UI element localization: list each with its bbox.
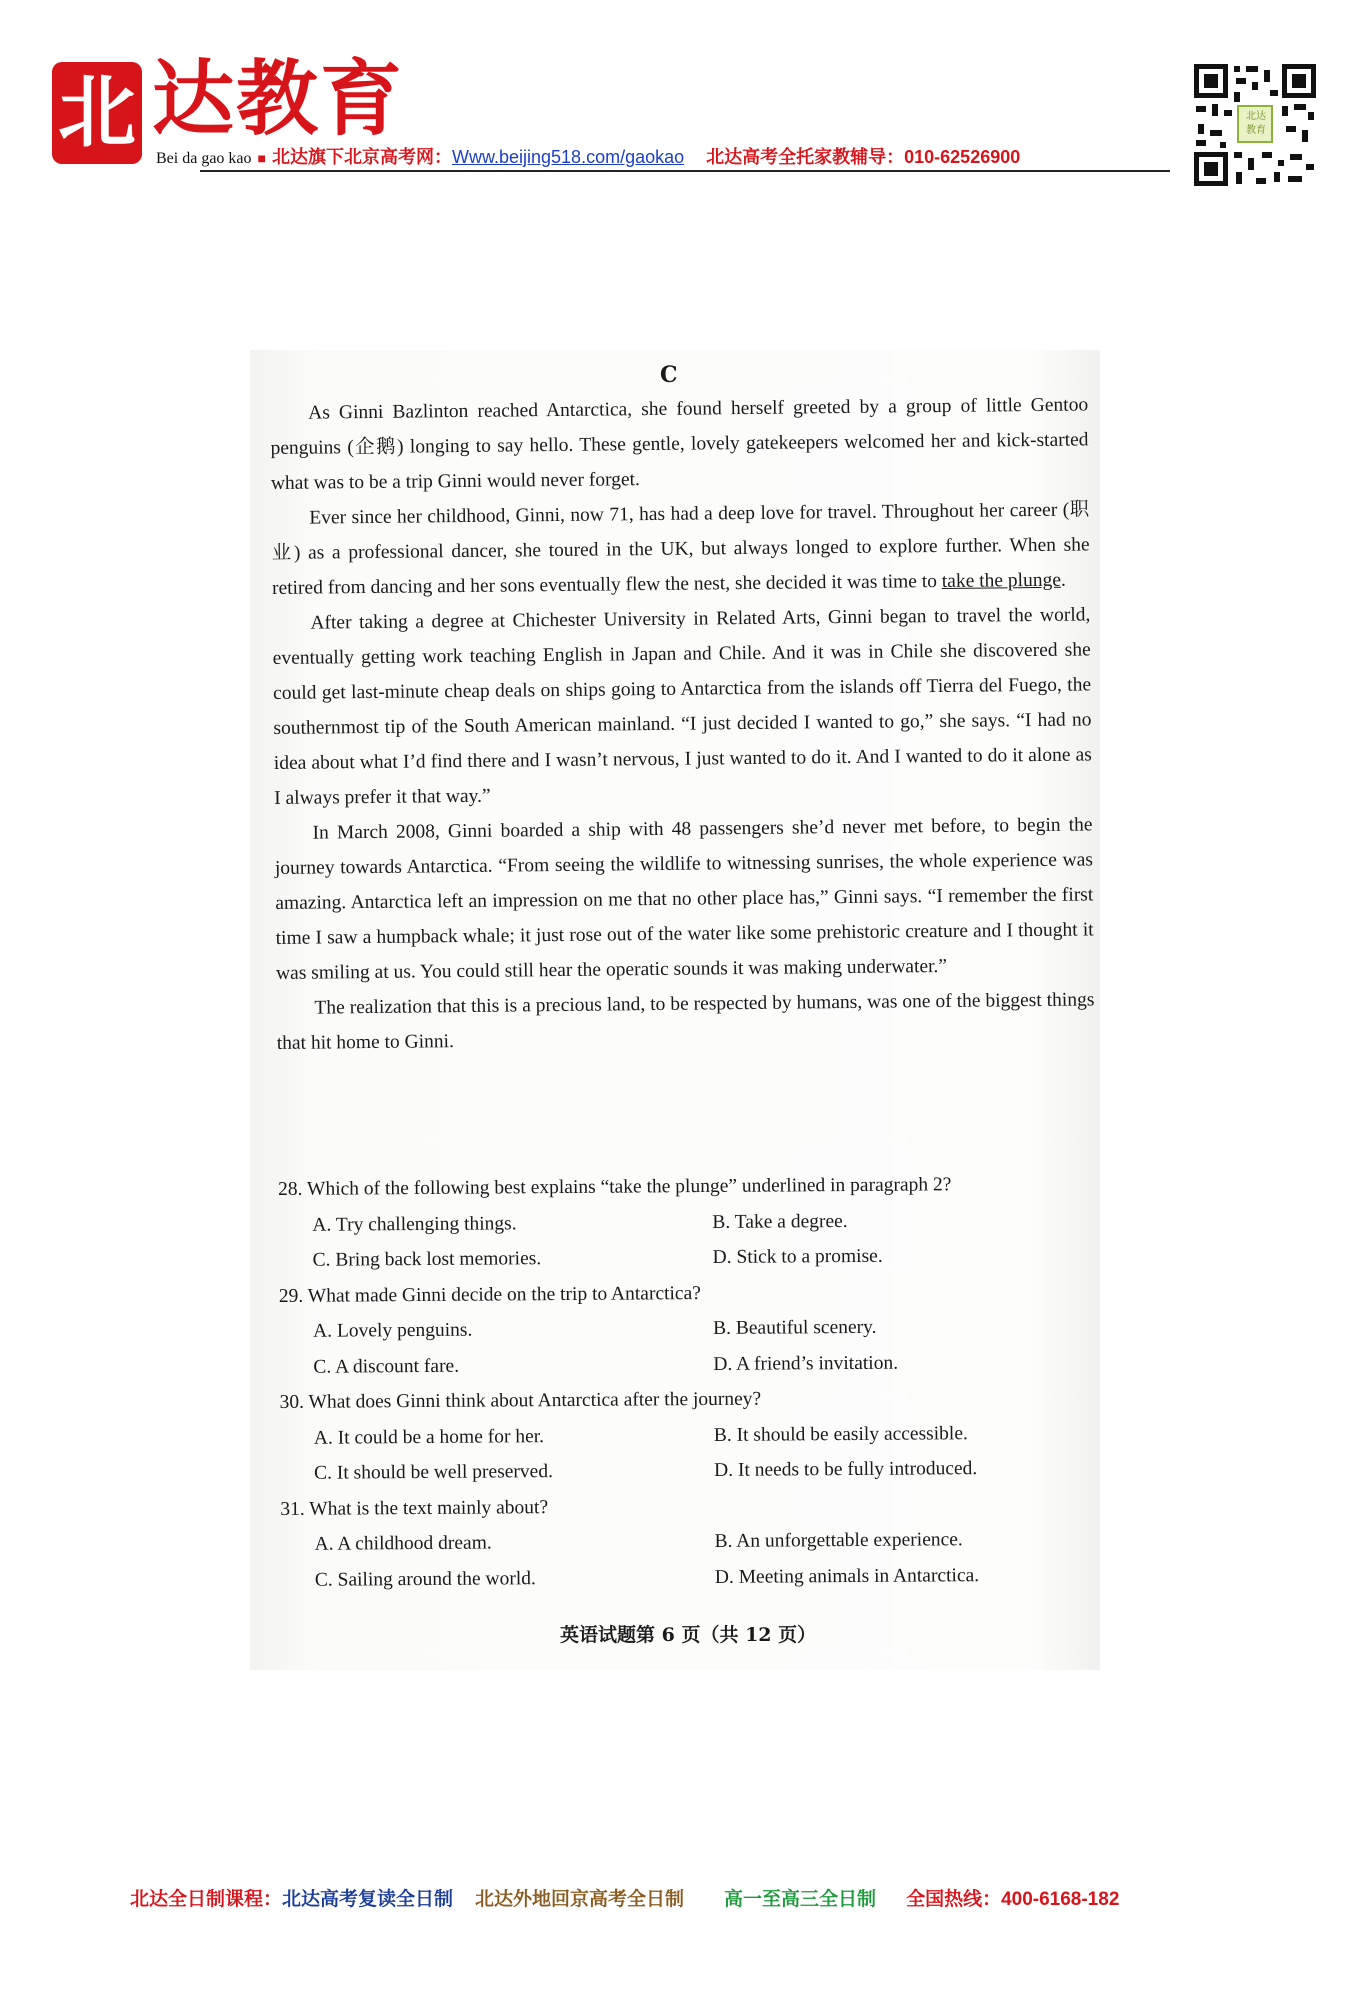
option-30b: B. It should be easily accessible. xyxy=(713,1422,968,1446)
paragraph-2 xyxy=(271,492,1090,606)
page-number: 英语试题第 6 页（共 12 页） xyxy=(560,1624,817,1646)
paragraph-2-period: . xyxy=(1060,569,1066,591)
bottom-banner xyxy=(130,1884,1119,1911)
banner-course-1: 北达高考复读全日制 xyxy=(282,1889,454,1910)
site-label: 北达旗下北京高考网： xyxy=(272,147,452,167)
site-link[interactable]: Www.beijing518.com/gaokao xyxy=(452,147,685,167)
tutor-hotline: 北达高考全托家教辅导：010-62526900 xyxy=(706,147,1021,167)
banner-course-2: 北达外地回京高考全日制 xyxy=(475,1889,685,1910)
option-29d: D. A friend’s invitation. xyxy=(713,1352,899,1375)
question-list xyxy=(278,1166,1081,1598)
paragraph-4: In March 2008, Ginni boarded a ship with 48 passengers she’d never met before, to begin the journey towards Antarctica. “From seeing the wildlife to witnessing sunrises, the whole experience was amazing. Antarctica left an impression on me that no other place has,” Ginni says. “I remember the first time I saw a humpback whale; it just rose out of the water like some prehistoric creature and I thought it was smiling at us. You could still hear the operatic sounds it was making underwater.” xyxy=(274,814,1094,984)
logo-text: 达教育 xyxy=(152,51,405,147)
option-28a: A. Try challenging things. xyxy=(312,1212,517,1236)
question-29: 29. What made Ginni decide on the trip to Antarctica? xyxy=(278,1282,701,1307)
header-divider xyxy=(200,170,1170,172)
option-30d: D. It needs to be fully introduced. xyxy=(714,1458,978,1481)
option-29b: B. Beautiful scenery. xyxy=(713,1316,877,1339)
header-info xyxy=(156,143,1020,169)
question-30: 30. What does Ginni think about Antarctica after the journey? xyxy=(279,1388,762,1413)
qr-code xyxy=(1190,60,1320,190)
option-28b: B. Take a degree. xyxy=(712,1210,848,1233)
section-title: C xyxy=(660,362,678,388)
question-31: 31. What is the text mainly about? xyxy=(280,1496,549,1520)
paragraph-1: As Ginni Bazlinton reached Antarctica, she found herself greeted by a group of little Gentoo penguins (企鹅) longing to say hello. These gentle, lovely gatekeepers welcomed her and kick-started what was to be a trip Ginni would never forget. xyxy=(270,394,1089,494)
option-31c: C. Sailing around the world. xyxy=(314,1567,536,1591)
option-28d: D. Stick to a promise. xyxy=(712,1245,883,1268)
option-30c: C. It should be well preserved. xyxy=(314,1461,553,1484)
banner-label: 北达全日制课程： xyxy=(130,1889,283,1910)
option-28c: C. Bring back lost memories. xyxy=(312,1248,542,1271)
paragraph-2-text: Ever since her childhood, Ginni, now 71, has had a deep love for travel. Throughout her career (职业) as a professional dancer, she toured in the UK, but always longed to explore further. When she retired from dancing and her sons eventually flew the nest, she decided it was time to xyxy=(271,499,1090,599)
qr-center-label: 北达教育 xyxy=(1246,111,1266,136)
banner-course-3: 高一至高三全日制 xyxy=(724,1889,877,1910)
question-28: 28. Which of the following best explains “take the plunge” underlined in paragraph 2? xyxy=(278,1174,952,1200)
banner-hotline: 全国热线：400-6168-182 xyxy=(906,1889,1120,1910)
underlined-phrase: take the plunge xyxy=(941,569,1062,592)
logo-subtitle: Bei da gao kao xyxy=(156,150,252,167)
option-31a: A. A childhood dream. xyxy=(314,1532,492,1555)
option-31d: D. Meeting animals in Antarctica. xyxy=(714,1564,980,1588)
reading-passage xyxy=(270,387,1095,1061)
option-29a: A. Lovely penguins. xyxy=(313,1319,473,1342)
option-31b: B. An unforgettable experience. xyxy=(714,1529,963,1552)
paragraph-3: After taking a degree at Chichester University in Related Arts, Ginni began to travel the world, eventually getting work teaching English in Japan and Chile. And it was in Chile she discovered she could get last-minute cheap deals on ships going to Antarctica from the islands off Tierra del Fuego, the southernmost tip of the South American mainland. “I just decided I wanted to go,” she says. “I had no idea about what I’d find there and I wasn’t nervous, I just wanted to do it. And I wanted to do it alone as I always prefer it that way.” xyxy=(272,604,1092,809)
option-29c: C. A discount fare. xyxy=(313,1355,460,1378)
square-bullet-icon: ■ xyxy=(257,150,266,166)
option-30a: A. It could be a home for her. xyxy=(313,1425,545,1449)
paragraph-5: The realization that this is a precious land, to be respected by humans, was one of the biggest things that hit home to Ginni. xyxy=(276,989,1095,1054)
logo-mark: 北 xyxy=(52,62,142,164)
